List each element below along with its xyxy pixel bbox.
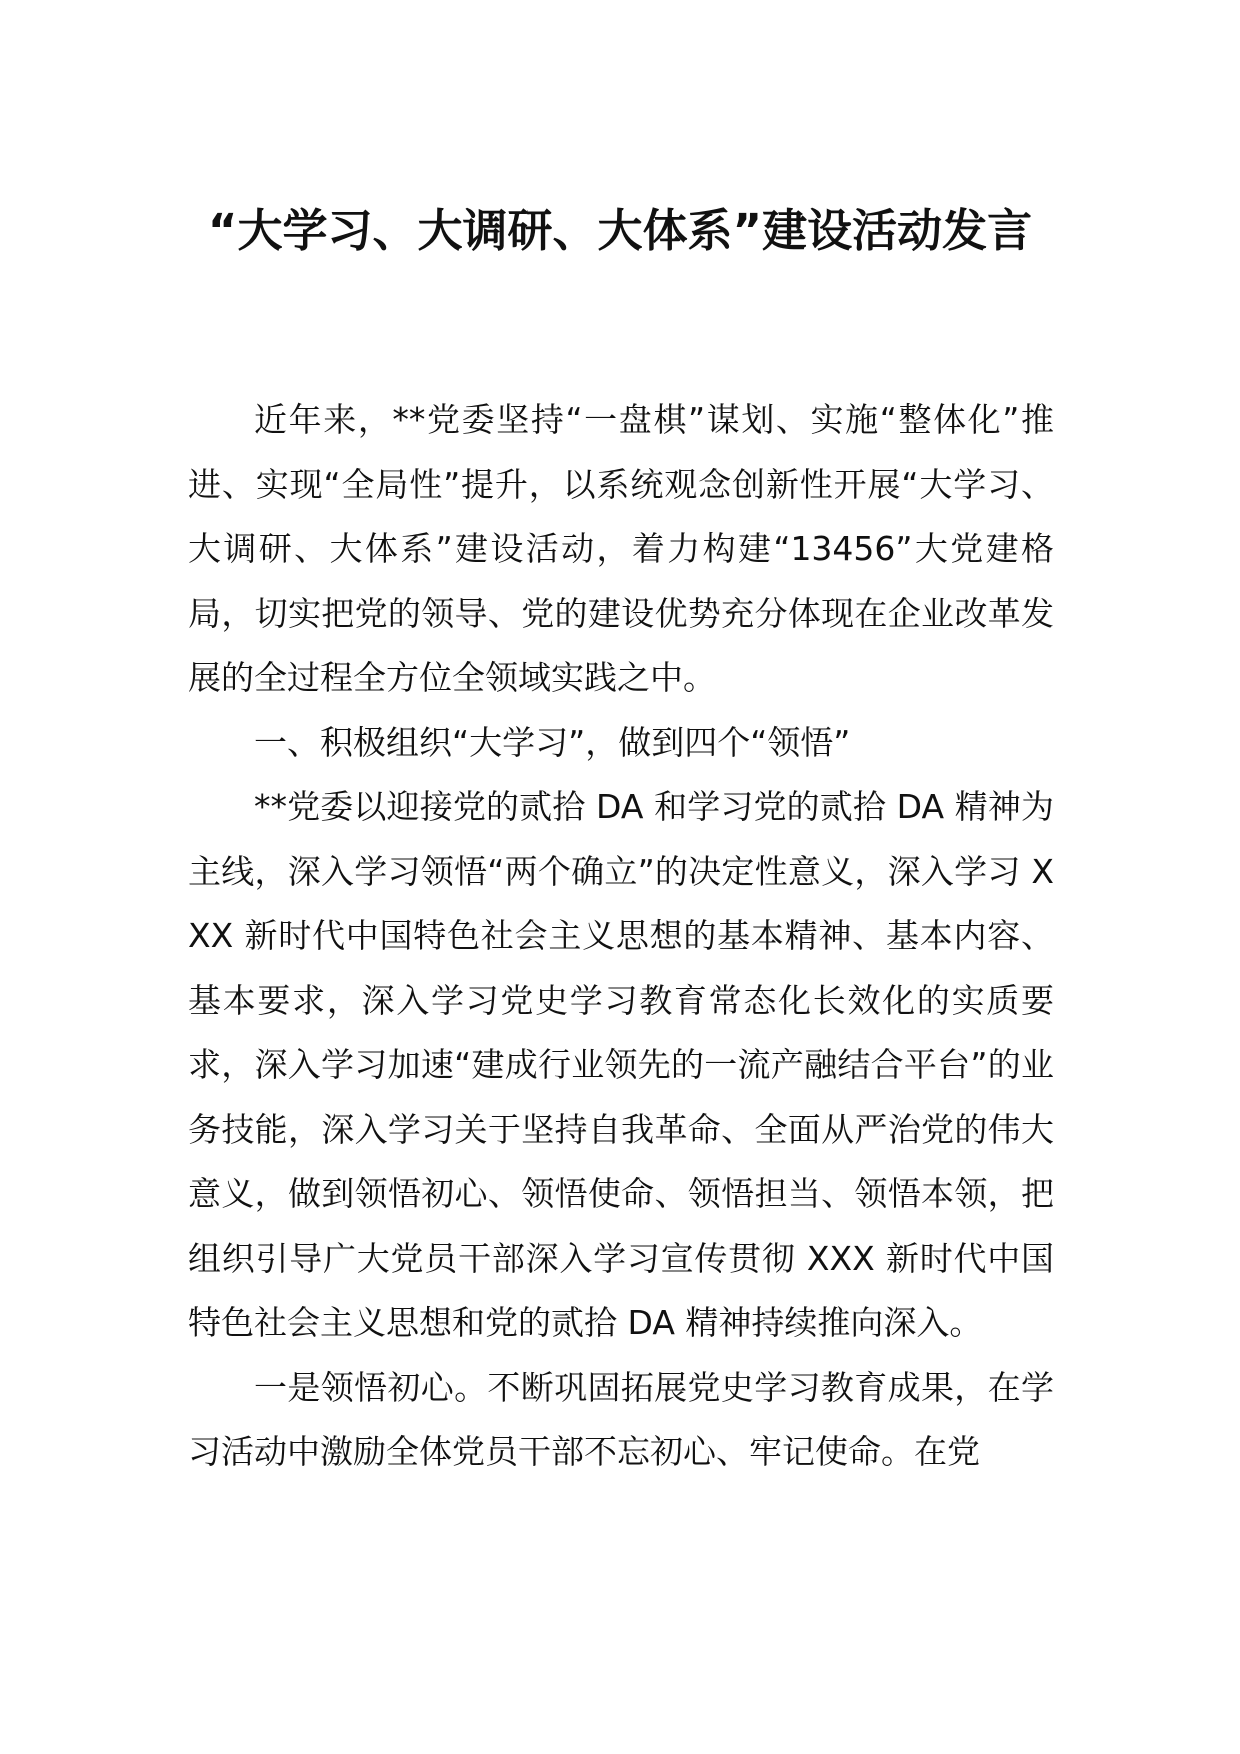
section-heading-1: 一、积极组织“大学习”，做到四个“领悟” — [254, 722, 851, 762]
document-title: “大学习、大调研、大体系”建设活动发言 — [207, 204, 1033, 257]
paragraph-intro: 近年来，**党委坚持“一盘棋”谋划、实施“整体化”推进、实现“全局性”提升，以系统观念创新性开展“大学习、大调研、大体系”建设活动，着力构建“13456”大党建格局，切实把党的领导、党的建设优势充分体现在企业改革发展的全过程全方位全领域实践之中。 — [188, 400, 1054, 697]
paragraph-point-1: 一是领悟初心。不断巩固拓展党史学习教育成果，在学习活动中激励全体党员干部不忘初心、牢记使命。在党 — [188, 1367, 1054, 1471]
paragraph-study: **党委以迎接党的贰拾 DA 和学习党的贰拾 DA 精神为主线，深入学习领悟“两个确立”的决定性意义，深入学习 XXX 新时代中国特色社会主义思想的基本精神、基本内容、基本要求，深入学习党史学习教育常态化长效化的实质要求，深入学习加速“建成行业领先的一流产融结合平台”的业务技能，深入学习关于坚持自我革命、全面从严治党的伟大意义，做到领悟初心、领悟使命、领悟担当、领悟本领，把组织引导广大党员干部深入学习宣传贯彻 XXX 新时代中国特色社会主义思想和党的贰拾 DA 精神持续推向深入。 — [188, 787, 1054, 1342]
document-body — [188, 388, 1054, 1485]
